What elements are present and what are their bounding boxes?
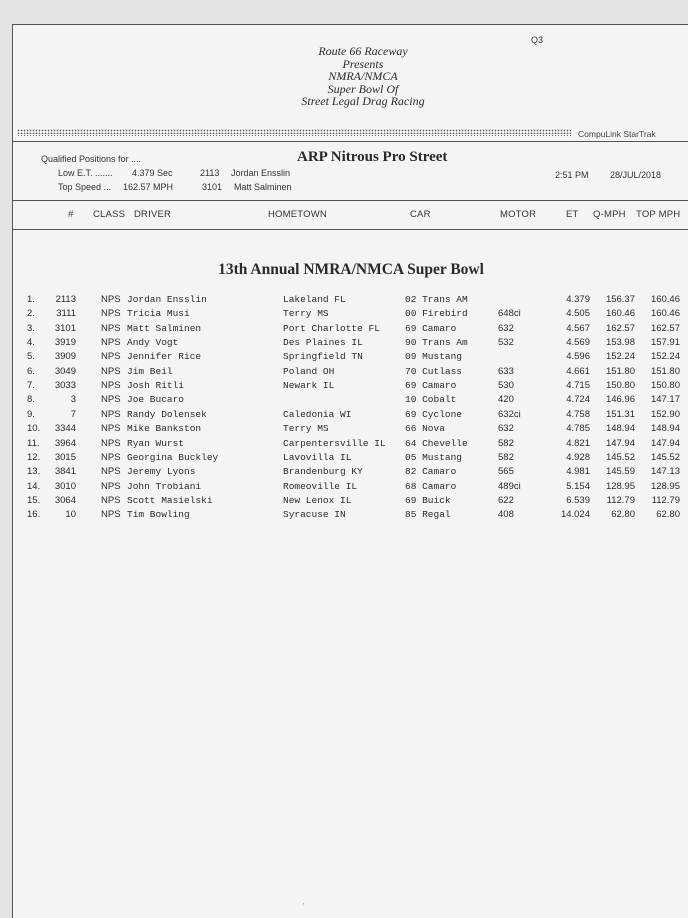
cell-motor: 633 bbox=[498, 365, 514, 377]
cell-car: 82 Camaro bbox=[405, 466, 457, 478]
race-title: 13th Annual NMRA/NMCA Super Bowl bbox=[218, 261, 484, 278]
cell-cls: NPS bbox=[101, 494, 121, 506]
cell-cls: NPS bbox=[101, 394, 121, 406]
cell-hometown: Romeoville IL bbox=[283, 480, 358, 492]
cell-driver: Tim Bowling bbox=[127, 509, 190, 521]
cell-qmph: 150.80 bbox=[605, 380, 635, 392]
cell-hometown: Poland OH bbox=[283, 365, 335, 377]
cell-car: 70 Cutlass bbox=[405, 365, 463, 377]
cell-top: 151.80 bbox=[650, 365, 680, 377]
cell-hometown: Newark IL bbox=[283, 380, 335, 392]
table-row bbox=[13, 351, 688, 365]
header-line: Super Bowl Of bbox=[327, 81, 399, 96]
cell-driver: Jeremy Lyons bbox=[127, 466, 196, 478]
qualified-label: Qualified Positions for .... bbox=[41, 154, 142, 164]
low-et-value: 4.379 Sec bbox=[132, 168, 173, 178]
col-top-mph: TOP MPH bbox=[636, 209, 681, 220]
table-row bbox=[13, 380, 688, 394]
cell-car: 09 Mustang bbox=[405, 351, 463, 363]
cell-motor: 582 bbox=[498, 437, 514, 449]
cell-driver: Josh Ritli bbox=[127, 380, 185, 392]
cell-et: 4.505 bbox=[566, 308, 590, 320]
event-header bbox=[213, 45, 513, 108]
cell-et: 4.379 bbox=[566, 294, 590, 305]
cell-et: 4.981 bbox=[566, 466, 590, 478]
cell-num: 3909 bbox=[54, 351, 76, 363]
cell-hometown: Caledonia WI bbox=[283, 408, 352, 420]
cell-hometown: Lakeland FL bbox=[283, 294, 346, 305]
cell-motor: 530 bbox=[498, 380, 514, 392]
col-class: CLASS bbox=[93, 209, 126, 220]
cell-pos: 3. bbox=[27, 322, 35, 334]
cell-qmph: 112.79 bbox=[606, 494, 635, 506]
cell-pos: 6. bbox=[27, 365, 35, 377]
cell-driver: Mike Bankston bbox=[127, 423, 202, 435]
cell-pos: 15. bbox=[27, 494, 41, 506]
cell-motor: 622 bbox=[498, 494, 514, 506]
col-et: ET bbox=[566, 209, 579, 220]
cell-driver: Joe Bucaro bbox=[127, 394, 185, 406]
cell-et: 14.024 bbox=[560, 509, 590, 521]
cell-motor: 582 bbox=[498, 451, 514, 463]
cell-num: 7 bbox=[70, 408, 76, 420]
cell-driver: John Trobiani bbox=[127, 480, 202, 492]
cell-car: 02 Trans AM bbox=[405, 294, 468, 305]
cell-et: 4.569 bbox=[566, 337, 590, 349]
cell-qmph: 148.94 bbox=[605, 423, 635, 435]
cell-qmph: 156.37 bbox=[605, 294, 635, 305]
cell-qmph: 160.46 bbox=[605, 308, 635, 320]
cell-cls: NPS bbox=[101, 294, 121, 305]
header-line: NMRA/NMCA bbox=[328, 69, 398, 83]
cell-motor: 420 bbox=[498, 394, 514, 406]
cell-hometown: Des Plaines IL bbox=[283, 337, 363, 349]
cell-motor: 408 bbox=[498, 509, 514, 521]
cell-pos: 12. bbox=[27, 451, 41, 463]
col-driver: DRIVER bbox=[134, 209, 172, 220]
cell-hometown: New Lenox IL bbox=[283, 494, 352, 506]
cell-pos: 14. bbox=[27, 480, 41, 492]
cell-car: 10 Cobalt bbox=[405, 394, 457, 406]
cell-num: 3010 bbox=[54, 480, 76, 492]
header-line: Route 66 Raceway bbox=[318, 44, 408, 58]
cell-num: 3 bbox=[70, 394, 76, 406]
cell-car: 69 Camaro bbox=[405, 322, 457, 334]
cell-qmph: 147.94 bbox=[605, 437, 635, 449]
col-car: CAR bbox=[410, 209, 431, 220]
cell-car: 69 Camaro bbox=[405, 380, 457, 392]
cell-top: 145.52 bbox=[650, 451, 680, 463]
brand-label: CompuLink StarTrak bbox=[578, 129, 656, 139]
cell-et: 4.785 bbox=[566, 423, 590, 435]
cell-driver: Andy Vogt bbox=[127, 337, 179, 349]
cell-cls: NPS bbox=[101, 351, 121, 363]
cell-driver: Tricia Musi bbox=[127, 308, 190, 320]
cell-et: 4.724 bbox=[566, 394, 590, 406]
cell-top: 147.94 bbox=[650, 437, 680, 449]
cell-pos: 10. bbox=[27, 423, 41, 435]
cell-num: 3101 bbox=[54, 322, 76, 334]
cell-top: 112.79 bbox=[651, 494, 680, 506]
cell-pos: 16. bbox=[27, 509, 41, 521]
divider bbox=[13, 229, 688, 230]
cell-top: 147.17 bbox=[650, 394, 680, 406]
cell-top: 62.80 bbox=[656, 509, 680, 521]
cell-qmph: 145.52 bbox=[605, 451, 635, 463]
top-speed-driver: Matt Salminen bbox=[234, 182, 292, 192]
cell-cls: NPS bbox=[101, 380, 121, 392]
table-row bbox=[13, 466, 688, 480]
cell-car: 90 Trans Am bbox=[405, 337, 468, 349]
cell-car: 00 Firebird bbox=[405, 308, 468, 320]
cell-pos: 11. bbox=[27, 437, 40, 449]
results-sheet bbox=[12, 24, 688, 918]
dotted-divider bbox=[17, 134, 571, 137]
cell-num: 3964 bbox=[54, 437, 76, 449]
cell-qmph: 151.31 bbox=[605, 408, 635, 420]
cell-hometown: Springfield TN bbox=[283, 351, 363, 363]
cell-driver: Jennifer Rice bbox=[127, 351, 202, 363]
cell-cls: NPS bbox=[101, 466, 121, 478]
cell-num: 3111 bbox=[56, 308, 76, 320]
cell-top: 157.91 bbox=[650, 337, 680, 349]
cell-driver: Georgina Buckley bbox=[127, 451, 219, 463]
divider bbox=[13, 141, 688, 142]
cell-num: 3344 bbox=[54, 423, 76, 435]
table-row bbox=[13, 409, 688, 423]
low-et-driver: Jordan Ensslin bbox=[231, 168, 291, 178]
cell-driver: Jim Beil bbox=[127, 365, 173, 377]
table-row bbox=[13, 308, 688, 322]
col-num: # bbox=[68, 209, 74, 220]
cell-et: 6.539 bbox=[566, 494, 590, 506]
cell-top: 160.46 bbox=[650, 294, 680, 305]
cell-car: 68 Camaro bbox=[405, 480, 457, 492]
cell-cls: NPS bbox=[101, 509, 121, 521]
cell-top: 162.57 bbox=[650, 322, 680, 334]
cell-pos: 9. bbox=[27, 408, 35, 420]
cell-et: 4.821 bbox=[566, 437, 590, 449]
cell-driver: Randy Dolensek bbox=[127, 408, 207, 420]
cell-top: 150.80 bbox=[650, 380, 680, 392]
cell-qmph: 152.24 bbox=[605, 351, 635, 363]
cell-num: 3064 bbox=[54, 494, 76, 506]
cell-qmph: 151.80 bbox=[605, 365, 635, 377]
cell-car: 66 Nova bbox=[405, 423, 445, 435]
report-time: 2:51 PM bbox=[555, 170, 589, 180]
cell-num: 2113 bbox=[55, 294, 76, 305]
cell-hometown: Lavovilla IL bbox=[283, 451, 352, 463]
cell-cls: NPS bbox=[101, 337, 121, 349]
cell-pos: 1. bbox=[27, 294, 35, 305]
cell-hometown: Carpentersville IL bbox=[283, 437, 386, 449]
col-q-mph: Q-MPH bbox=[593, 209, 626, 220]
table-row bbox=[13, 495, 688, 509]
table-row bbox=[13, 452, 688, 466]
cell-car: 64 Chevelle bbox=[405, 437, 468, 449]
cell-cls: NPS bbox=[101, 308, 121, 320]
cell-cls: NPS bbox=[101, 437, 121, 449]
cell-pos: 4. bbox=[27, 337, 35, 349]
col-motor: MOTOR bbox=[500, 209, 537, 220]
cell-et: 4.596 bbox=[566, 351, 590, 363]
table-row bbox=[13, 481, 688, 495]
cell-driver: Jordan Ensslin bbox=[127, 294, 207, 305]
header-line: Presents bbox=[342, 56, 384, 71]
table-row bbox=[13, 438, 688, 452]
cell-motor: 532 bbox=[498, 337, 514, 349]
cell-num: 3015 bbox=[54, 451, 76, 463]
table-row bbox=[13, 294, 688, 308]
cell-qmph: 153.98 bbox=[605, 337, 635, 349]
divider bbox=[13, 200, 688, 201]
cell-car: 85 Regal bbox=[405, 509, 451, 521]
header-line: Street Legal Drag Racing bbox=[301, 94, 425, 108]
cell-cls: NPS bbox=[101, 322, 121, 334]
cell-num: 3841 bbox=[54, 466, 76, 478]
cell-qmph: 62.80 bbox=[611, 509, 635, 521]
cell-motor: 489ci bbox=[498, 480, 521, 492]
cell-num: 3033 bbox=[54, 380, 76, 392]
top-speed-value: 162.57 MPH bbox=[123, 182, 174, 192]
cell-qmph: 146.96 bbox=[605, 394, 635, 406]
cell-top: 147.13 bbox=[650, 466, 680, 478]
cell-hometown: Terry MS bbox=[283, 308, 329, 320]
cell-et: 5.154 bbox=[566, 480, 590, 492]
cell-driver: Ryan Wurst bbox=[127, 437, 185, 449]
cell-num: 3919 bbox=[54, 337, 76, 349]
cell-motor: 565 bbox=[498, 466, 514, 478]
cell-pos: 8. bbox=[27, 394, 35, 406]
report-date: 28/JUL/2018 bbox=[610, 170, 662, 180]
low-et-label: Low E.T. ....... bbox=[58, 168, 113, 178]
event-title: ARP Nitrous Pro Street bbox=[297, 149, 448, 165]
cell-num: 10 bbox=[65, 509, 76, 521]
table-row bbox=[13, 423, 688, 437]
cell-hometown: Syracuse IN bbox=[283, 509, 346, 521]
cell-motor: 632ci bbox=[498, 408, 521, 420]
cell-cls: NPS bbox=[101, 365, 121, 377]
cell-motor: 648ci bbox=[498, 308, 521, 320]
cell-pos: 7. bbox=[27, 380, 35, 392]
cell-top: 128.95 bbox=[650, 480, 680, 492]
cell-driver: Scott Masielski bbox=[127, 494, 213, 506]
col-hometown: HOMETOWN bbox=[268, 209, 327, 220]
cell-top: 152.90 bbox=[650, 408, 680, 420]
cell-pos: 2. bbox=[27, 308, 35, 320]
table-row bbox=[13, 337, 688, 351]
cell-num: 3049 bbox=[54, 365, 76, 377]
cell-cls: NPS bbox=[101, 423, 121, 435]
cell-cls: NPS bbox=[101, 480, 121, 492]
table-row bbox=[13, 366, 688, 380]
cell-pos: 13. bbox=[27, 466, 41, 478]
cell-qmph: 162.57 bbox=[605, 322, 635, 334]
cell-et: 4.567 bbox=[566, 322, 590, 334]
table-row bbox=[13, 509, 688, 523]
cell-et: 4.661 bbox=[566, 365, 590, 377]
cell-top: 160.46 bbox=[650, 308, 680, 320]
cell-hometown: Brandenburg KY bbox=[283, 466, 363, 478]
scan-mark: ' bbox=[303, 902, 305, 910]
cell-hometown: Terry MS bbox=[283, 423, 329, 435]
top-speed-label: Top Speed ... bbox=[58, 182, 112, 192]
cell-top: 152.24 bbox=[650, 351, 680, 363]
cell-qmph: 145.59 bbox=[605, 466, 635, 478]
cell-et: 4.928 bbox=[566, 451, 590, 463]
cell-car: 69 Cyclone bbox=[405, 408, 463, 420]
cell-motor: 632 bbox=[498, 322, 514, 334]
cell-motor: 632 bbox=[498, 423, 514, 435]
cell-car: 05 Mustang bbox=[405, 451, 463, 463]
cell-et: 4.715 bbox=[566, 380, 590, 392]
cell-driver: Matt Salminen bbox=[127, 322, 202, 334]
low-et-number: 2113 bbox=[200, 168, 220, 178]
table-row bbox=[13, 394, 688, 408]
cell-hometown: Port Charlotte FL bbox=[283, 322, 380, 334]
cell-pos: 5. bbox=[27, 351, 35, 363]
cell-car: 69 Buick bbox=[405, 494, 451, 506]
cell-top: 148.94 bbox=[650, 423, 680, 435]
top-speed-number: 3101 bbox=[202, 182, 223, 192]
table-row bbox=[13, 323, 688, 337]
cell-cls: NPS bbox=[101, 451, 121, 463]
cell-cls: NPS bbox=[101, 408, 121, 420]
cell-et: 4.758 bbox=[566, 408, 590, 420]
page-code: Q3 bbox=[531, 35, 544, 45]
cell-qmph: 128.95 bbox=[605, 480, 635, 492]
